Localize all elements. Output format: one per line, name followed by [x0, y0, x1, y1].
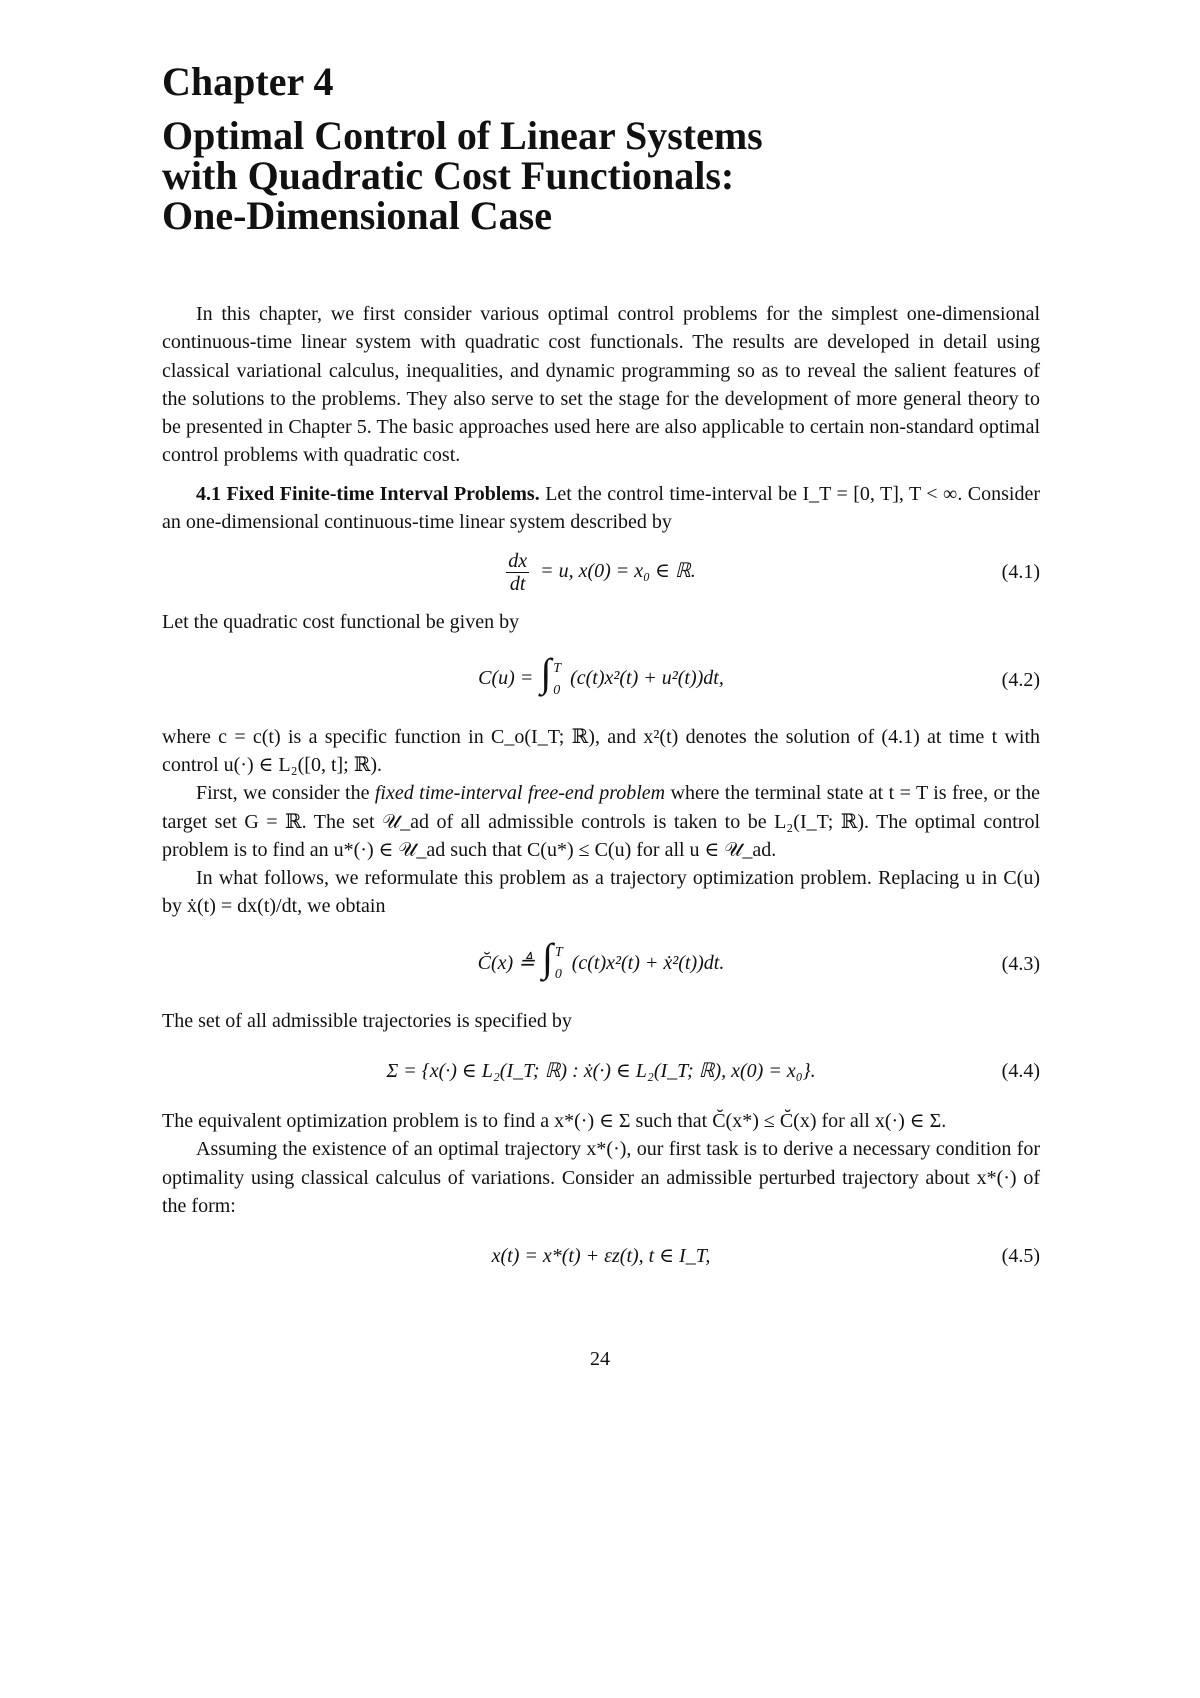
first-text-b: where the terminal state at t = T is free, or the target set G = ℝ. The set 𝒰_ad of all admissible controls is taken to be L₂(I_T; ℝ). The optimal control problem is to find an u*(·) ∈ 𝒰_ad such that C(u*) ≤ C(u) for all u ∈ 𝒰_ad.: [162, 782, 1040, 861]
follows-paragraph: In what follows, we reformulate this problem as a trajectory optimization problem. Replacing u in C(u) by ẋ(t) = dx(t)/dt, we obtain: [162, 867, 1040, 918]
equation-4-1: [162, 544, 1040, 600]
eq2-upper-limit: T: [553, 660, 562, 676]
eq3-integrand: (c(t)x²(t) + ẋ²(t))dt.: [571, 951, 725, 974]
set-paragraph: The set of all admissible trajectories is specified by: [162, 1009, 572, 1032]
title-line: One-Dimensional Case: [162, 193, 552, 238]
eq1-denominator: dt: [509, 572, 526, 595]
chapter-label: Chapter 4: [162, 59, 334, 104]
eq1-rest: = u, x(0) = x₀ ∈ ℝ.: [540, 559, 696, 582]
equation-number: (4.1): [1001, 561, 1040, 584]
equation-4-5: [162, 1228, 1040, 1284]
first-text-a: First, we consider the: [196, 782, 375, 805]
eq2-lower-limit: 0: [553, 682, 561, 698]
eq3-lower-limit: 0: [554, 966, 562, 982]
equation-4-4: [162, 1043, 1040, 1099]
section-paragraph: [162, 480, 1040, 537]
body-text: [162, 300, 1040, 1292]
equation-4-3: [162, 929, 1040, 999]
intro-paragraph: In this chapter, we first consider various optimal control problems for the simplest one-dimensional continuous-time linear system with quadratic cost functionals. The results are developed in detail using classical variational calculus, inequalities, and dynamic programming so as to reveal the salient features of the solutions to the problems. They also serve to set the stage for the development of more general theory to be presented in Chapter 5. The basic approaches used here are also applicable to certain non-standard optimal control problems with quadratic cost.: [162, 303, 1040, 467]
eq2-integrand: (c(t)x²(t) + u²(t))dt,: [570, 667, 724, 690]
assume-paragraph: Assuming the existence of an optimal trajectory x*(·), our first task is to derive a necessary condition for optimality using classical calculus of variations. Consider an admissible perturbed trajectory about x*(·) of the form:: [162, 1138, 1040, 1217]
equation-number: (4.3): [1001, 952, 1040, 975]
integral-sign-icon: ∫: [540, 650, 552, 696]
eq5-body: x(t) = x*(t) + εz(t), t ∈ I_T,: [491, 1245, 711, 1268]
problem-name: fixed time-interval free-end problem: [374, 782, 666, 805]
equation-4-2: [162, 645, 1040, 715]
title-line: Optimal Control of Linear Systems: [162, 113, 763, 158]
eq2-lhs: C(u) =: [478, 667, 534, 690]
eq3-upper-limit: T: [554, 944, 563, 960]
equation-number: (4.4): [1001, 1059, 1040, 1082]
chapter-header: [162, 59, 1040, 238]
first-paragraph: [162, 779, 1040, 864]
section-heading: 4.1 Fixed Finite-time Interval Problems.: [196, 482, 540, 505]
eq3-lhs: C̆(x) ≜: [477, 951, 535, 974]
eq1-numerator: dx: [508, 549, 528, 572]
cost-intro: Let the quadratic cost functional be given by: [162, 611, 520, 634]
page-number: 24: [590, 1348, 610, 1370]
section-text: Let the control time-interval be I_T = [0, T], T < ∞. Consider an one-dimensional continuous-time linear system described by: [162, 482, 1041, 534]
title-line: with Quadratic Cost Functionals:: [162, 153, 735, 198]
where-paragraph: where c = c(t) is a specific function in C_o(I_T; ℝ), and x²(t) denotes the solution of (4.1) at time t with control u(·) ∈ L₂([0, t]; ℝ).: [162, 725, 1040, 776]
equation-number: (4.5): [1001, 1245, 1040, 1268]
chapter-title: [162, 113, 1040, 238]
integral-sign-icon: ∫: [541, 934, 553, 980]
equiv-paragraph: The equivalent optimization problem is to find a x*(·) ∈ Σ such that C̆(x*) ≤ C̆(x) for all x(·) ∈ Σ.: [162, 1110, 947, 1133]
equation-number: (4.2): [1001, 668, 1040, 691]
eq4-body: Σ = {x(·) ∈ L₂(I_T; ℝ) : ẋ(·) ∈ L₂(I_T; ℝ), x(0) = x₀}.: [386, 1059, 816, 1082]
